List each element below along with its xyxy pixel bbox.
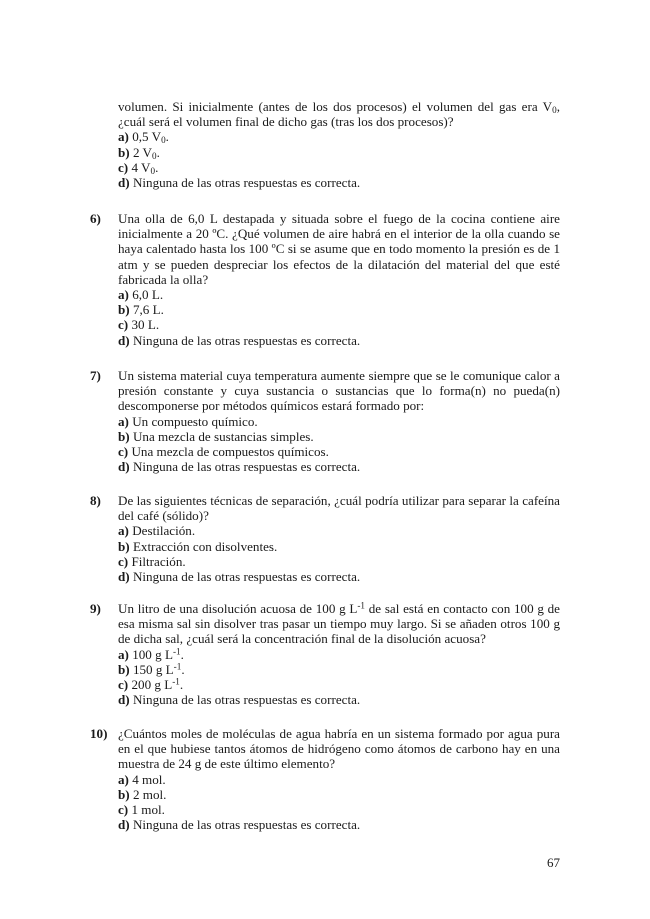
question-number: 7) <box>90 368 101 383</box>
question-number: 9) <box>90 601 101 616</box>
answer-option: a) 6,0 L. <box>118 287 164 303</box>
answer-option: a) Un compuesto químico. <box>118 413 258 429</box>
answer-option: a) 100 g $L^{-1}$. <box>118 646 184 662</box>
answer-option: d) Ninguna de las otras respuestas es correcta. <box>118 692 361 708</box>
question-text: volumen. Si inicialmente (antes de los dos procesos) el volumen del gas era $V_0$, ¿cuál será el volumen final de dicho gas (tras los dos procesos)? <box>118 99 560 130</box>
question-number: 8) <box>90 493 101 508</box>
answer-option: d) Ninguna de las otras respuestas es correcta. <box>118 332 361 348</box>
question-9 <box>90 601 560 707</box>
answer-option: c) Una mezcla de compuestos químicos. <box>118 444 329 460</box>
answer-option: a) 4 mol. <box>118 771 166 787</box>
answer-option: a) 0,5 $V_0$. <box>118 129 169 146</box>
answer-option: d) Ninguna de las otras respuestas es correcta. <box>118 817 361 833</box>
answer-option: c) 30 L. <box>118 317 160 333</box>
question-6 <box>90 211 560 348</box>
answer-option: c) 1 mol. <box>118 802 165 818</box>
question-number: 10) <box>90 726 108 741</box>
answer-option: b) 7,6 L. <box>118 302 164 318</box>
answer-option: c) Filtración. <box>118 553 186 569</box>
question-8 <box>90 493 560 584</box>
answer-option: b) 2 mol. <box>118 786 167 802</box>
question-7 <box>90 368 560 474</box>
question-text: Un litro de una disolución acuosa de 100 g $L^{-1}$ de sal está en contacto con 100 g de esa misma sal sin disolver tras pasar un tiempo muy largo. Si se añaden otros 100 g de dicha sal, ¿cuál será la concentración final de la disolución acuosa? <box>118 600 560 647</box>
question-text: Un sistema material cuya temperatura aumente siempre que se le comunique calor a presión constante y cuya sustancia o sustancias que lo forma(n) no pueda(n) descomponerse por métodos químicos estará formado por: <box>118 368 560 414</box>
question-text: De las siguientes técnicas de separación, ¿cuál podría utilizar para separar la cafeína del café (sólido)? <box>118 493 560 524</box>
question-text: Una olla de 6,0 L destapada y situada sobre el fuego de la cocina contiene aire inicialmente a 20 ºC. ¿Qué volumen de aire habrá en el interior de la olla cuando se haya calentado hasta los 100 ºC si se asume que en todo momento la presión es de 1 atm y se pueden despreciar los efectos de la dilatación del material del que esté fabricada la olla? <box>118 211 560 287</box>
question-text: ¿Cuántos moles de moléculas de agua habría en un sistema formado por agua pura en el que hubiese tantos átomos de hidrógeno como átomos de carbono hay en una muestra de 24 g de este último elemento? <box>118 726 560 772</box>
answer-option: b) 2 $V_0$. <box>118 144 160 161</box>
question-5-continuation <box>118 99 560 190</box>
answer-option: d) Ninguna de las otras respuestas es correcta. <box>118 175 361 191</box>
answer-option: a) Destilación. <box>118 523 196 539</box>
answer-option: b) Una mezcla de sustancias simples. <box>118 428 314 444</box>
question-number: 6) <box>90 211 101 226</box>
answer-option: c) 4 $V_0$. <box>118 159 159 176</box>
answer-option: b) Extracción con disolventes. <box>118 538 278 554</box>
answer-option: c) 200 g $L^{-1}$. <box>118 676 184 693</box>
answer-option: b) 150 g $L^{-1}$. <box>118 661 185 677</box>
question-10 <box>90 726 560 832</box>
answer-option: d) Ninguna de las otras respuestas es correcta. <box>118 459 361 475</box>
page-number: 67 <box>547 855 560 870</box>
answer-option: d) Ninguna de las otras respuestas es correcta. <box>118 569 361 585</box>
